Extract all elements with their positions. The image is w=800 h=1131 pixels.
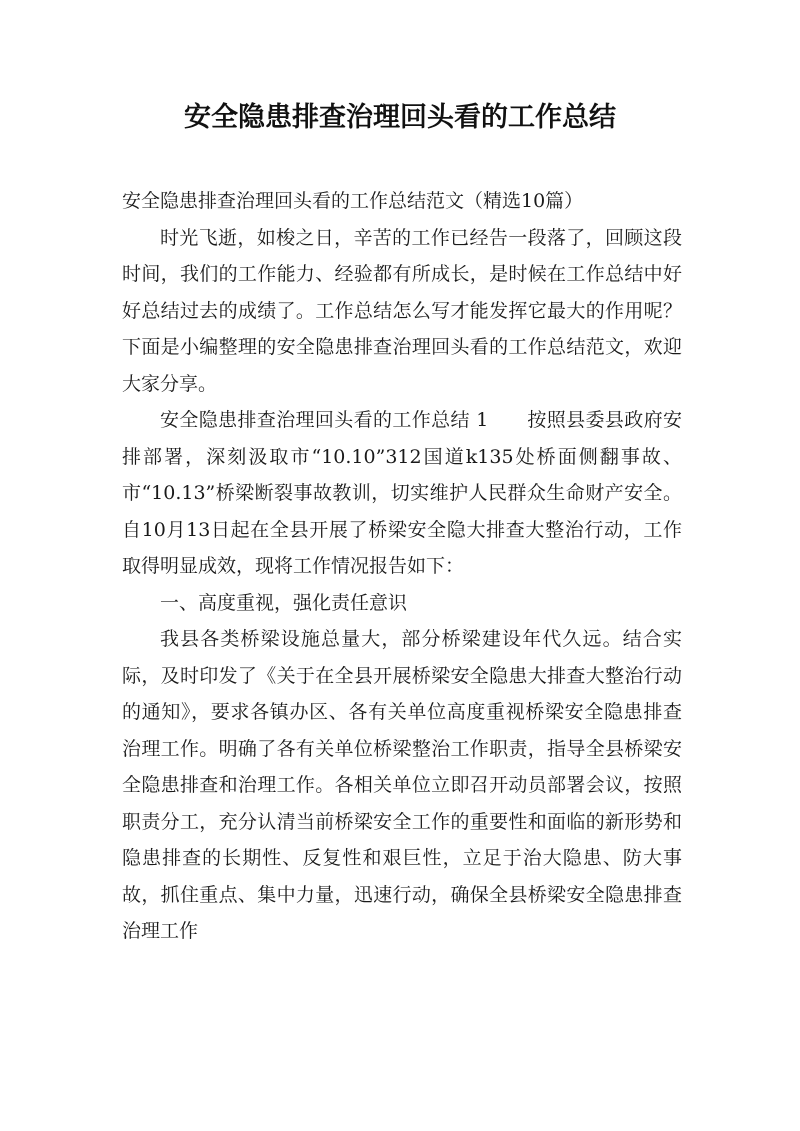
document-title: 安全隐患排查治理回头看的工作总结	[184, 102, 616, 133]
summary-1-paragraph: 安全隐患排查治理回头看的工作总结 1 按照县委县政府安排部署，深刻汲取市“10.10”312国道k135处桥面侧翻事故、市“10.13”桥梁断裂事故教训，切实维护人民群众生命财产安全。自10月13日起在全县开展了桥梁安全隐大排查大整治行动，工作取得明显成效，现将工作情况报告如下：	[122, 409, 682, 577]
section-heading: 一、高度重视，强化责任意识	[160, 591, 408, 614]
body-paragraph: 我县各类桥梁设施总量大，部分桥梁建设年代久远。结合实际，及时印发了《关于在全县开展桥梁安全隐患大排查大整治行动的通知》，要求各镇办区、各有关单位高度重视桥梁安全隐患排查治理工作。明确了各有关单位桥梁整治工作职责，指导全县桥梁安全隐患排查和治理工作。各相关单位立即召开动员部署会议，按照职责分工，充分认清当前桥梁安全工作的重要性和面临的新形势和隐患排查的长期性、反复性和艰巨性，立足于治大隐患、防大事故，抓住重点、集中力量，迅速行动，确保全县桥梁安全隐患排查治理工作	[122, 628, 682, 942]
document-body	[122, 183, 682, 950]
subtitle-paragraph: 安全隐患排查治理回头看的工作总结范文（精选10篇）	[122, 190, 584, 212]
intro-paragraph: 时光飞逝，如梭之日，辛苦的工作已经告一段落了，回顾这段时间，我们的工作能力、经验都有所成长，是时候在工作总结中好好总结过去的成绩了。工作总结怎么写才能发挥它最大的作用呢？下面是小编整理的安全隐患排查治理回头看的工作总结范文，欢迎大家分享。	[122, 226, 682, 395]
